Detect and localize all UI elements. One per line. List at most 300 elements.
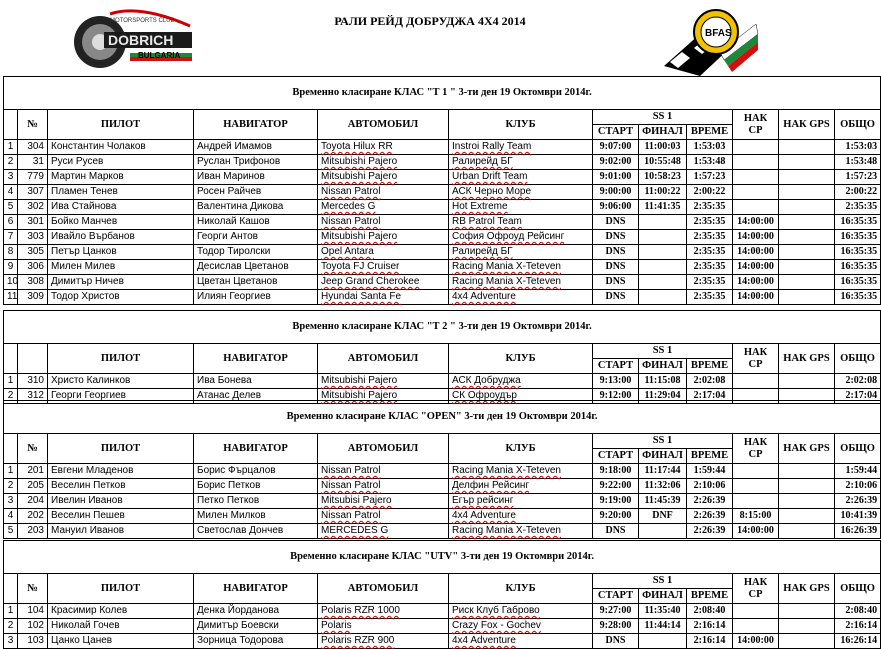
cell-nak-gps [779,479,835,494]
cell-club-text: Racing Mania X-Teteven [452,276,561,287]
cell-car-text: Toyota FJ Cruiser [321,261,400,272]
header-pilot: ПИЛОТ [48,574,194,604]
cell-time: 2:08:40 [687,604,733,619]
cell-num: 302 [18,200,48,215]
cell-car-text: Nissan Patrol [321,480,381,491]
cell-finish: 11:00:22 [639,185,687,200]
header-navigator: НАВИГАТОР [194,344,318,374]
cell-finish: 11:32:06 [639,479,687,494]
cell-num: 301 [18,215,48,230]
cell-start: 9:20:00 [593,509,639,524]
cell-pos: 11 [4,290,18,305]
header-nak-gps: НАК GPS [779,110,835,140]
cell-finish: 10:55:48 [639,155,687,170]
cell-club-text: Urban Drift Team [452,171,528,182]
cell-club-text: Ралирейд БГ [452,246,513,257]
cell-car [318,494,449,509]
cell-pilot: Петър Цанков [48,245,194,260]
cell-car-text: Mitsubishi Pajero [321,231,398,242]
header-start: СТАРТ [593,449,639,464]
cell-finish: DNF [639,509,687,524]
cell-time: 2:35:35 [687,230,733,245]
cell-pos: 2 [4,155,18,170]
table-row [4,604,881,619]
cell-pos: 2 [4,479,18,494]
cell-club [449,634,593,649]
cell-club-text: Racing Mania X-Teteven [452,525,561,536]
table-row [4,479,881,494]
cell-car [318,230,449,245]
cell-pos: 1 [4,140,18,155]
table-row [4,200,881,215]
header-pilot: ПИЛОТ [48,434,194,464]
header-total: ОБЩО [835,574,881,604]
cell-total: 2:26:39 [835,494,881,509]
cell-club [449,185,593,200]
cell-start: 9:06:00 [593,200,639,215]
cell-club [449,170,593,185]
header-num [18,344,48,374]
cell-nak-cp [733,170,779,185]
cell-pilot: Ивелин Иванов [48,494,194,509]
cell-finish [639,215,687,230]
cell-club [449,245,593,260]
cell-navigator: Димитър Боевски [194,619,318,634]
cell-pilot: Николай Гочев [48,619,194,634]
header-navigator: НАВИГАТОР [194,574,318,604]
header-total: ОБЩО [835,434,881,464]
cell-start: DNS [593,215,639,230]
cell-club-text: Егър рейсинг [452,495,514,506]
table-row [4,290,881,305]
cell-pilot: Цанко Цанев [48,634,194,649]
cell-car [318,604,449,619]
cell-finish: 10:58:23 [639,170,687,185]
cell-total: 10:41:39 [835,509,881,524]
cell-club-text: Crazy Fox - Gochev [452,620,541,631]
cell-pilot: Ива Стайнова [48,200,194,215]
table-row [4,494,881,509]
cell-club-text: 4x4 Adventure [452,510,516,521]
cell-car [318,374,449,389]
cell-club-text: RB Patrol Team [452,216,522,227]
cell-time: 2:17:04 [687,389,733,404]
table-row [4,509,881,524]
cell-navigator: Иван Маринов [194,170,318,185]
cell-nak-gps [779,604,835,619]
cell-nak-cp [733,619,779,634]
header-time: ВРЕМЕ [687,589,733,604]
cell-total: 1:53:48 [835,155,881,170]
cell-pilot: Пламен Тенев [48,185,194,200]
cell-num: 304 [18,140,48,155]
header-num: № [18,574,48,604]
cell-num: 204 [18,494,48,509]
cell-nak-gps [779,634,835,649]
cell-start: 9:01:00 [593,170,639,185]
cell-nak-cp [733,185,779,200]
table-header-row [4,574,881,589]
cell-start: 9:28:00 [593,619,639,634]
cell-navigator: Десислав Цветанов [194,260,318,275]
cell-nak-cp [733,200,779,215]
cell-finish: 11:00:03 [639,140,687,155]
cell-car-text: MERCEDES G [321,525,389,536]
cell-club-text: Hot Extreme [452,201,508,212]
results-table [3,400,881,539]
cell-club [449,140,593,155]
cell-club-text: 4x4 Adventure [452,291,516,302]
cell-car-text: Nissan Patrol [321,216,381,227]
cell-start: 9:00:00 [593,185,639,200]
header-pilot: ПИЛОТ [48,344,194,374]
cell-num: 307 [18,185,48,200]
cell-time: 2:35:35 [687,245,733,260]
cell-car [318,140,449,155]
cell-nak-cp: 14:00:00 [733,260,779,275]
cell-nak-cp: 14:00:00 [733,524,779,539]
header-pos [4,344,18,374]
cell-num: 305 [18,245,48,260]
header-navigator: НАВИГАТОР [194,434,318,464]
cell-nak-cp [733,479,779,494]
cell-car [318,200,449,215]
cell-club-text: Риск Клуб Габрово [452,605,540,616]
cell-club [449,230,593,245]
results-table [3,310,881,404]
table-row [4,634,881,649]
cell-pilot: Бойко Манчев [48,215,194,230]
cell-navigator: Ива Бонева [194,374,318,389]
cell-car-text: Mitsubishi Pajero [321,171,398,182]
cell-car [318,509,449,524]
cell-nak-gps [779,155,835,170]
cell-start: DNS [593,275,639,290]
cell-club [449,215,593,230]
cell-car-text: Polaris [321,620,352,631]
header-time: ВРЕМЕ [687,125,733,140]
table-row [4,524,881,539]
table-row [4,215,881,230]
cell-pos: 5 [4,524,18,539]
bfas-text: BFAS [705,28,732,39]
cell-nak-cp: 8:15:00 [733,509,779,524]
cell-total: 2:10:06 [835,479,881,494]
header-num: № [18,110,48,140]
header-finish: ФИНАЛ [639,449,687,464]
cell-finish: 11:29:04 [639,389,687,404]
cell-total: 16:35:35 [835,275,881,290]
cell-nak-cp [733,604,779,619]
cell-total: 16:35:35 [835,260,881,275]
cell-nak-cp [733,494,779,509]
cell-car-text: Polaris RZR 900 [321,635,395,646]
cell-car-text: Nissan Patrol [321,186,381,197]
cell-nak-gps [779,230,835,245]
cell-total: 16:26:39 [835,524,881,539]
cell-num: 31 [18,155,48,170]
cell-finish [639,634,687,649]
header-finish: ФИНАЛ [639,589,687,604]
header-nak-cp: НАК CP [733,574,779,604]
cell-car [318,290,449,305]
cell-car [318,215,449,230]
header-nak-cp: НАК CP [733,344,779,374]
cell-finish [639,230,687,245]
cell-start: DNS [593,634,639,649]
section-title: Временно класиране КЛАС "Т 1 " 3-ти ден 19 Октомври 2014г. [4,77,881,110]
header-ss1: SS 1 [593,574,733,589]
results-table [3,76,881,305]
cell-total: 16:35:35 [835,215,881,230]
cell-start: 9:19:00 [593,494,639,509]
cell-nak-gps [779,494,835,509]
cell-num: 104 [18,604,48,619]
cell-car-text: Mitsubishi Pajero [321,390,398,401]
cell-nak-cp: 14:00:00 [733,634,779,649]
cell-car [318,185,449,200]
cell-car-text: Toyota Hilux RR [321,141,393,152]
header-time: ВРЕМЕ [687,449,733,464]
header-start: СТАРТ [593,125,639,140]
cell-pilot: Константин Чолаков [48,140,194,155]
header-total: ОБЩО [835,344,881,374]
cell-pilot: Димитър Ничев [48,275,194,290]
table-row [4,374,881,389]
table-header-row [4,344,881,359]
cell-nak-gps [779,245,835,260]
cell-nak-gps [779,275,835,290]
cell-time: 1:53:03 [687,140,733,155]
header-start: СТАРТ [593,589,639,604]
cell-pos: 1 [4,374,18,389]
cell-time: 2:35:35 [687,275,733,290]
cell-navigator: Илиян Георгиев [194,290,318,305]
cell-navigator: Милен Милков [194,509,318,524]
cell-pos: 5 [4,200,18,215]
cell-total: 1:57:23 [835,170,881,185]
cell-car [318,260,449,275]
header-car: АВТОМОБИЛ [318,344,449,374]
cell-pos: 1 [4,604,18,619]
cell-finish [639,275,687,290]
cell-time: 2:26:39 [687,509,733,524]
header-ss1: SS 1 [593,434,733,449]
cell-nak-gps [779,464,835,479]
cell-finish [639,260,687,275]
cell-num: 202 [18,509,48,524]
section-title: Временно класиране КЛАС "OPEN" 3-ти ден 19 Октомври 2014г. [4,401,881,434]
cell-pilot: Мануил Иванов [48,524,194,539]
cell-club-text: СК Офроудър [452,390,517,401]
table-row [4,619,881,634]
cell-pilot: Христо Калинков [48,374,194,389]
header-finish: ФИНАЛ [639,125,687,140]
cell-time: 2:35:35 [687,200,733,215]
cell-total: 16:35:35 [835,230,881,245]
cell-start: 9:22:00 [593,479,639,494]
cell-navigator: Борис Фърцалов [194,464,318,479]
table-row [4,185,881,200]
cell-navigator: Георги Антов [194,230,318,245]
cell-nak-cp: 14:00:00 [733,290,779,305]
cell-start: 9:12:00 [593,389,639,404]
cell-total: 16:35:35 [835,290,881,305]
cell-time: 2:16:14 [687,619,733,634]
cell-time: 2:35:35 [687,290,733,305]
table-row [4,260,881,275]
cell-num: 103 [18,634,48,649]
cell-time: 2:35:35 [687,260,733,275]
cell-time: 2:10:06 [687,479,733,494]
cell-navigator: Тодор Тиролски [194,245,318,260]
cell-club-text: Racing Mania X-Teteven [452,465,561,476]
cell-nak-gps [779,215,835,230]
cell-time: 2:35:35 [687,215,733,230]
cell-num: 201 [18,464,48,479]
cell-pos: 10 [4,275,18,290]
cell-time: 2:26:39 [687,494,733,509]
header-finish: ФИНАЛ [639,359,687,374]
cell-pos: 3 [4,170,18,185]
cell-num: 309 [18,290,48,305]
cell-car-text: Hyundai Santa Fe [321,291,402,302]
cell-navigator: Валентина Дикова [194,200,318,215]
cell-start: 9:27:00 [593,604,639,619]
cell-navigator: Борис Петков [194,479,318,494]
cell-nak-cp: 14:00:00 [733,215,779,230]
cell-pilot: Веселин Пешев [48,509,194,524]
cell-club-text: Делфин Рейсинг [452,480,530,491]
section-title: Временно класиране КЛАС "Т 2 " 3-ти ден 19 Октомври 2014г. [4,311,881,344]
cell-club [449,200,593,215]
cell-pos: 8 [4,245,18,260]
cell-club-text: АСК Черно Море [452,186,532,197]
cell-car-text: Mitsubishi Pajero [321,156,398,167]
cell-pos: 7 [4,230,18,245]
header-start: СТАРТ [593,359,639,374]
cell-club [449,524,593,539]
cell-pos: 3 [4,494,18,509]
cell-pos: 1 [4,464,18,479]
cell-nak-cp [733,374,779,389]
cell-num: 102 [18,619,48,634]
cell-club [449,509,593,524]
cell-nak-gps [779,185,835,200]
cell-nak-cp: 14:00:00 [733,230,779,245]
cell-nak-cp [733,464,779,479]
cell-nak-gps [779,290,835,305]
cell-nak-gps [779,140,835,155]
cell-car [318,170,449,185]
cell-club [449,374,593,389]
cell-time: 2:16:14 [687,634,733,649]
cell-club [449,155,593,170]
cell-navigator: Андрей Имамов [194,140,318,155]
cell-pos: 9 [4,260,18,275]
cell-num: 312 [18,389,48,404]
cell-navigator: Цветан Цветанов [194,275,318,290]
cell-club [449,619,593,634]
header-total: ОБЩО [835,110,881,140]
cell-finish: 11:44:14 [639,619,687,634]
cell-club [449,275,593,290]
cell-pilot: Евгени Младенов [48,464,194,479]
section-title-row [4,401,881,434]
cell-start: 9:13:00 [593,374,639,389]
table-row [4,245,881,260]
cell-car-text: Jeep Grand Cherokee [321,276,420,287]
cell-pilot: Милен Милев [48,260,194,275]
cell-pilot: Красимир Колев [48,604,194,619]
cell-navigator: Росен Райчев [194,185,318,200]
cell-nak-gps [779,524,835,539]
cell-pos: 2 [4,389,18,404]
header-time: ВРЕМЕ [687,359,733,374]
cell-car [318,479,449,494]
table-header-row [4,434,881,449]
header-nak-gps: НАК GPS [779,434,835,464]
cell-car-text: Nissan Patrol [321,465,381,476]
cell-pilot: Тодор Христов [48,290,194,305]
cell-total: 16:35:35 [835,245,881,260]
cell-navigator: Зорница Тодорова [194,634,318,649]
cell-navigator: Атанас Делев [194,389,318,404]
cell-finish: 11:15:08 [639,374,687,389]
cell-pilot: Веселин Петков [48,479,194,494]
cell-car-text: Opel Antara [321,246,374,257]
cell-pilot: Георги Георгиев [48,389,194,404]
cell-club-text: 4x4 Adventure [452,635,516,646]
cell-pos: 4 [4,185,18,200]
cell-pos: 4 [4,509,18,524]
table-row [4,230,881,245]
table-row [4,170,881,185]
section-title-row [4,311,881,344]
cell-club-text: Ралирейд БГ [452,156,513,167]
cell-car [318,634,449,649]
cell-time: 1:59:44 [687,464,733,479]
header-club: КЛУБ [449,434,593,464]
cell-time: 1:57:23 [687,170,733,185]
header-car: АВТОМОБИЛ [318,574,449,604]
cell-finish [639,245,687,260]
logo-top-text: MOTORSPORTS CLUB [110,18,175,24]
cell-pos: 3 [4,634,18,649]
table-row [4,464,881,479]
cell-car [318,619,449,634]
cell-nak-gps [779,170,835,185]
cell-car [318,275,449,290]
cell-nak-gps [779,200,835,215]
cell-navigator: Руслан Трифонов [194,155,318,170]
cell-club-text: София Офроуд Рейсинг [452,231,565,242]
cell-car-text: Mercedes G [321,201,376,212]
table-header-row [4,110,881,125]
cell-num: 310 [18,374,48,389]
cell-navigator: Светослав Дончев [194,524,318,539]
section-title-row [4,77,881,110]
cell-nak-cp [733,155,779,170]
cell-total: 2:16:14 [835,619,881,634]
cell-num: 306 [18,260,48,275]
cell-start: DNS [593,230,639,245]
cell-car-text: Mitsubisi Pajero [321,495,392,506]
header-nak-cp: НАК CP [733,434,779,464]
cell-club [449,479,593,494]
table-row [4,275,881,290]
section-title-row [4,541,881,574]
